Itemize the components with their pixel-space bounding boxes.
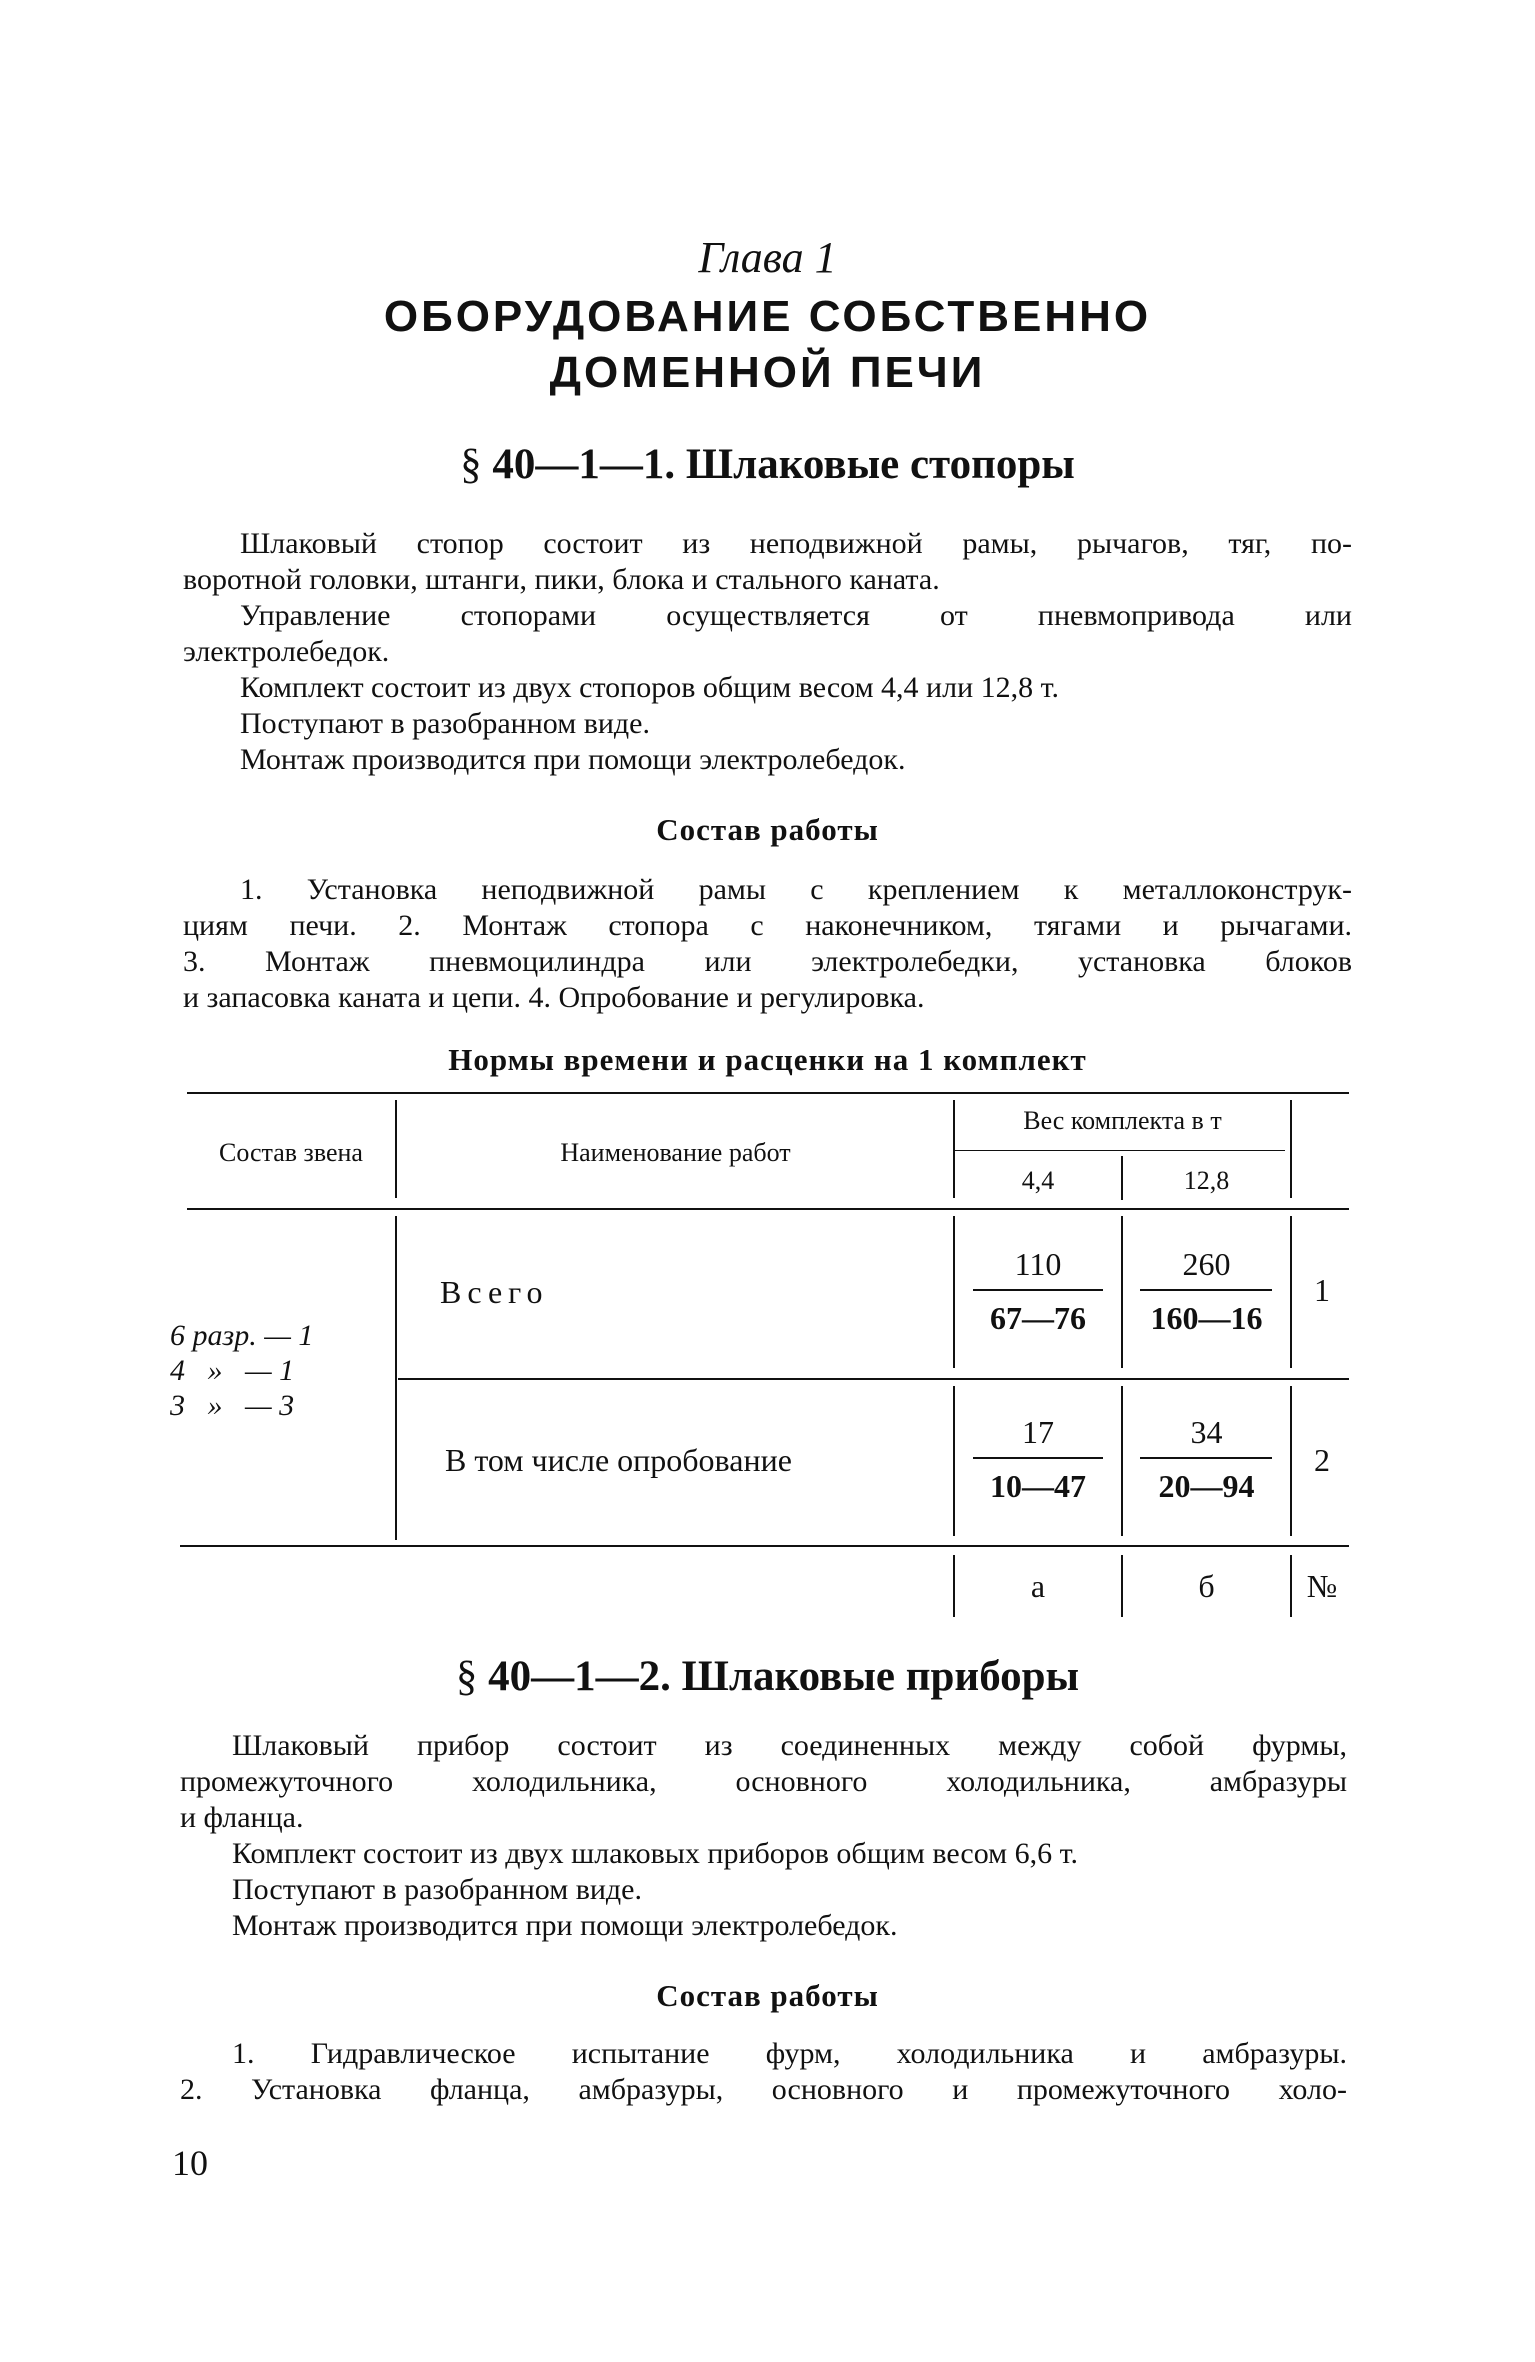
- row2-no: 2: [1314, 1442, 1330, 1478]
- s1-work-line3: 3. Монтаж пневмоцилиндра или электролебедки, установка блоков: [183, 945, 1352, 978]
- vline-b-row1: [1121, 1216, 1123, 1368]
- s2-para1-line3: и фланца.: [180, 1801, 304, 1834]
- section1-heading-text: 40—1—1. Шлаковые стопоры: [492, 441, 1075, 488]
- footer-b: б: [1198, 1568, 1215, 1604]
- table-top-border: [187, 1092, 1349, 1094]
- vline-a-row1: [953, 1216, 955, 1368]
- row-separator: [398, 1378, 1349, 1380]
- vline-a-row2: [953, 1386, 955, 1536]
- row1-no: 1: [1314, 1272, 1330, 1308]
- header-weight-b: 12,8: [1183, 1166, 1230, 1195]
- row1-b-bottom: 160—16: [1150, 1300, 1263, 1336]
- table-bottom-border: [180, 1545, 1349, 1547]
- s1-para5: Монтаж производится при помощи электролебедок.: [240, 743, 906, 776]
- section-sign: §: [460, 441, 482, 488]
- s1-work-line4: и запасовка каната и цепи. 4. Опробование и регулировка.: [183, 981, 925, 1014]
- row1-name: Всего: [440, 1274, 549, 1310]
- s2-para2: Комплект состоит из двух шлаковых приборов общим весом 6,6 т.: [232, 1837, 1078, 1870]
- s1-para3: Комплект состоит из двух стопоров общим весом 4,4 или 12,8 т.: [240, 671, 1059, 704]
- chapter-title-line2: ДОМЕННОЙ ПЕЧИ: [549, 348, 986, 397]
- chapter-title-line1: ОБОРУДОВАНИЕ СОБСТВЕННО: [383, 292, 1152, 341]
- crew-line3: 3 » — 3: [170, 1389, 295, 1422]
- row2-b-bar: [1140, 1457, 1272, 1459]
- weight-subheader-border: [955, 1150, 1285, 1151]
- section-sign: §: [455, 1653, 478, 1700]
- row2-b-bottom: 20—94: [1158, 1468, 1255, 1504]
- s1-para2-line1: Управление стопорами осуществляется от пневмопривода или: [240, 599, 1352, 632]
- table-header-border: [187, 1208, 1349, 1210]
- s2-work-heading: Состав работы: [656, 1978, 879, 2013]
- row1-a-bar: [973, 1289, 1103, 1291]
- header-weight-a: 4,4: [1021, 1166, 1055, 1195]
- row1-a-top: 110: [1014, 1246, 1062, 1282]
- row1-b-bar: [1140, 1289, 1272, 1291]
- header-work: Наименование работ: [560, 1138, 791, 1167]
- section1-heading: [0, 440, 1535, 489]
- s2-work-line1: 1. Гидравлическое испытание фурм, холодильника и амбразуры.: [232, 2037, 1347, 2070]
- s1-work-line1: 1. Установка неподвижной рамы с креплением к металлоконструк-: [240, 873, 1352, 906]
- s1-work-heading: Состав работы: [656, 812, 879, 847]
- s2-para3: Поступают в разобранном виде.: [232, 1873, 642, 1906]
- table-title: Нормы времени и расценки на 1 комплект: [448, 1042, 1087, 1077]
- s2-para1-line1: Шлаковый прибор состоит из соединенных между собой фурмы,: [232, 1729, 1347, 1762]
- footer-no: №: [1306, 1568, 1338, 1604]
- footer-a: а: [1030, 1568, 1046, 1604]
- s1-para4: Поступают в разобранном виде.: [240, 707, 650, 740]
- chapter-label: Глава 1: [698, 233, 837, 282]
- s1-work-line2: циям печи. 2. Монтаж стопора с наконечником, тягами и рычагами.: [183, 909, 1352, 942]
- s2-para1-line2: промежуточного холодильника, основного холодильника, амбразуры: [180, 1765, 1347, 1798]
- row2-b-top: 34: [1190, 1414, 1223, 1450]
- vline-crew-body: [395, 1216, 397, 1540]
- s1-para2-line2: электролебедок.: [183, 635, 390, 668]
- crew-line1: 6 разр. — 1: [170, 1319, 314, 1352]
- row2-a-bar: [973, 1457, 1103, 1459]
- page-number: 10: [172, 2143, 208, 2183]
- header-weight: Вес комплекта в т: [1023, 1106, 1222, 1135]
- crew-line2: 4 » — 1: [170, 1354, 295, 1387]
- row1-b-top: 260: [1182, 1246, 1231, 1282]
- row2-a-top: 17: [1022, 1414, 1054, 1450]
- s1-para1-line1: Шлаковый стопор состоит из неподвижной рамы, рычагов, тяг, по-: [240, 527, 1352, 560]
- row2-a-bottom: 10—47: [990, 1468, 1086, 1504]
- s2-work-line2: 2. Установка фланца, амбразуры, основного и промежуточного холо-: [180, 2073, 1347, 2106]
- row2-name: В том числе опробование: [445, 1442, 792, 1478]
- s1-para1-line2: воротной головки, штанги, пики, блока и стального каната.: [183, 563, 940, 596]
- row1-a-bottom: 67—76: [990, 1300, 1086, 1336]
- vline-b-row2: [1121, 1386, 1123, 1536]
- section2-heading-text: 40—1—2. Шлаковые приборы: [488, 1653, 1080, 1700]
- header-crew: Состав звена: [219, 1138, 363, 1167]
- vline-no-header: [1290, 1100, 1292, 1198]
- vline-crew-header: [395, 1100, 397, 1198]
- s2-para4: Монтаж производится при помощи электролебедок.: [232, 1909, 898, 1942]
- section2-heading: [0, 1652, 1535, 1701]
